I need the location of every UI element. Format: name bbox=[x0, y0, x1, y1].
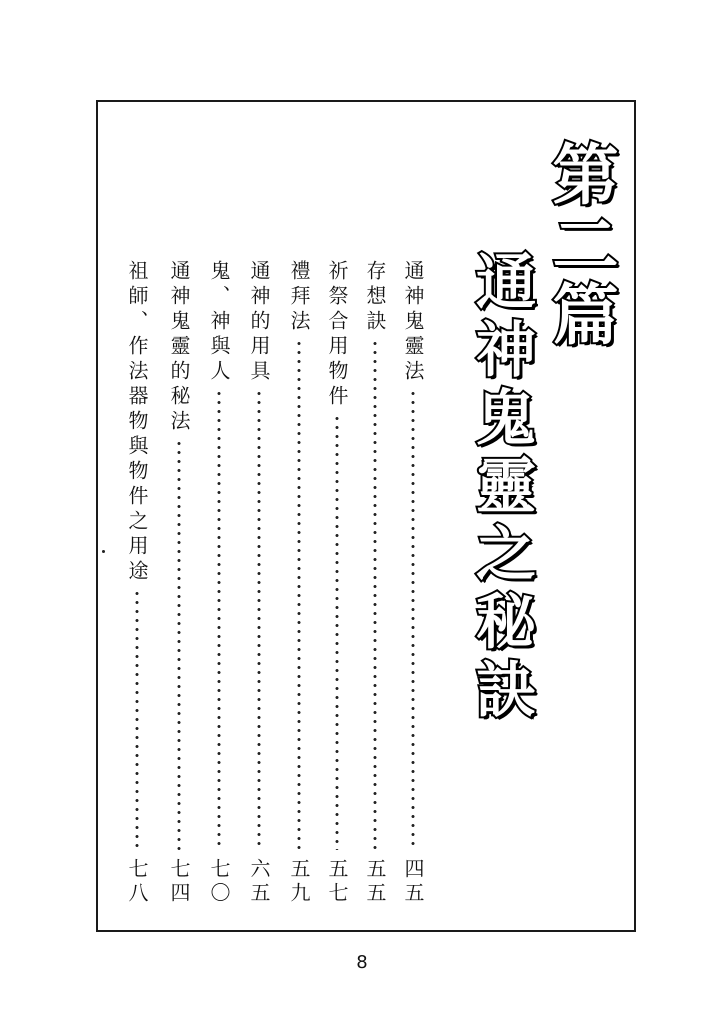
toc-entry-page: 七八 bbox=[125, 858, 149, 906]
toc-entry-page: 六五 bbox=[247, 858, 271, 906]
toc-entry-title: 鬼、神與人 bbox=[207, 260, 231, 385]
toc-entry-title: 祈祭合用物件 bbox=[325, 260, 349, 410]
toc-entry-title: 祖師、作法器物與物件之用途 bbox=[125, 260, 149, 585]
toc-entry-page: 七四 bbox=[167, 858, 191, 906]
toc-entry-title: 通神的用具 bbox=[247, 260, 271, 385]
toc-entry-title: 存想訣 bbox=[363, 260, 387, 335]
toc-entry-page: 四五 bbox=[401, 858, 425, 906]
section-title: 通神鬼靈之秘訣 bbox=[466, 250, 536, 726]
toc-entry-title: 禮拜法 bbox=[287, 260, 311, 335]
dot-leader bbox=[297, 339, 301, 850]
dot-leader bbox=[135, 589, 139, 850]
page-number: 8 bbox=[356, 952, 368, 973]
toc-entry bbox=[396, 260, 430, 906]
toc-entry-title: 通神鬼靈法 bbox=[401, 260, 425, 385]
toc-entry bbox=[242, 260, 276, 906]
toc-entry-page: 五五 bbox=[363, 858, 387, 906]
dot-leader bbox=[411, 389, 415, 850]
toc-entry bbox=[162, 260, 196, 906]
dot-leader bbox=[177, 439, 181, 850]
toc-entry-page: 五九 bbox=[287, 858, 311, 906]
dot-leader bbox=[217, 389, 221, 850]
toc-entry bbox=[282, 260, 316, 906]
dot-leader bbox=[257, 389, 261, 850]
dot-leader bbox=[373, 339, 377, 850]
page-frame bbox=[96, 100, 636, 932]
toc-entry-page: 七〇 bbox=[207, 858, 231, 906]
toc-entry bbox=[120, 260, 154, 906]
part-label: 第二篇 bbox=[541, 140, 618, 350]
toc-entry bbox=[320, 260, 354, 906]
scan-speck bbox=[102, 550, 105, 553]
toc-entry bbox=[358, 260, 392, 906]
toc-entry-page: 五七 bbox=[325, 858, 349, 906]
dot-leader bbox=[335, 414, 339, 850]
toc-entry-title: 通神鬼靈的秘法 bbox=[167, 260, 191, 435]
toc-entry bbox=[202, 260, 236, 906]
